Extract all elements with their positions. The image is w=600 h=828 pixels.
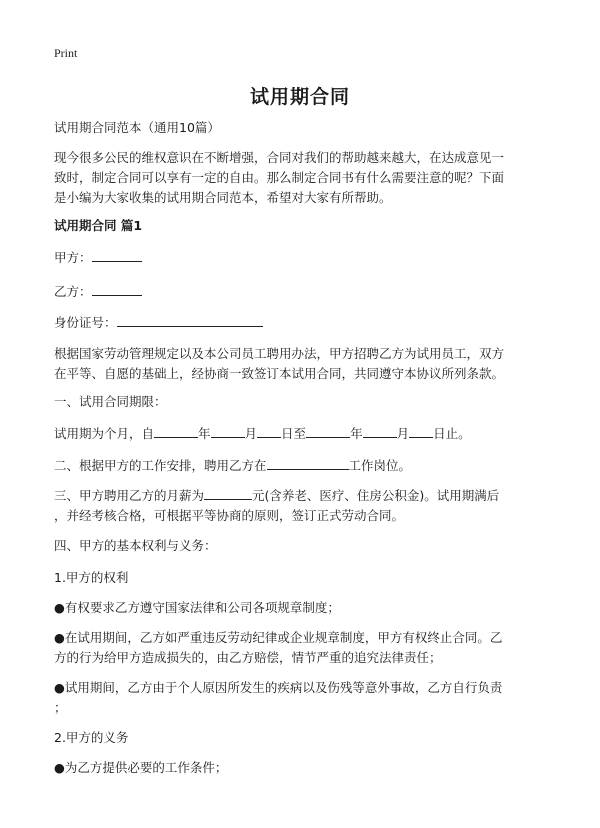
print-link[interactable]: Print	[54, 46, 78, 60]
term-text: 日至	[281, 426, 307, 441]
party-a-label: 甲方：	[54, 250, 92, 265]
start-month-blank	[211, 424, 245, 438]
rights-line: ；	[54, 700, 67, 715]
term-text: 年	[198, 426, 211, 441]
party-a-row	[54, 248, 550, 268]
rights-line: ●试用期间，乙方由于个人原因所发生的疾病以及伤残等意外事故，乙方自行负责	[54, 680, 503, 695]
section-heading: 试用期合同 篇1	[54, 218, 143, 233]
clause-1: 一、试用合同期限：	[54, 394, 167, 409]
party-b-row	[54, 282, 550, 302]
start-year-blank	[154, 424, 198, 438]
intro-line: 现今很多公民的维权意识在不断增强，合同对我们的帮助越来越大，在达成意见一	[54, 150, 505, 165]
clause-2	[54, 456, 550, 476]
party-b-blank	[92, 282, 142, 296]
duties-item: ●为乙方提供必要的工作条件；	[54, 760, 228, 775]
clause-3-text: 元(含养老、医疗、住房公积金)。试用期满后	[252, 488, 500, 503]
rights-heading: 1.甲方的权利	[54, 570, 129, 585]
clause-2-text: 二、根据甲方的工作安排，聘用乙方在	[54, 458, 267, 473]
document-subtitle: 试用期合同范本（通用10篇）	[54, 120, 220, 135]
party-a-blank	[92, 248, 142, 262]
term-text: 月	[396, 426, 410, 441]
term-text: 试用期为个月，自	[54, 426, 155, 441]
rights-item	[54, 678, 550, 718]
clause-3	[54, 486, 550, 526]
term-text: 日止。	[433, 426, 471, 441]
position-blank	[267, 456, 349, 470]
rights-item	[54, 628, 550, 668]
clause-3-text: 三、甲方聘用乙方的月薪为	[54, 488, 205, 503]
clause-4: 四、甲方的基本权利与义务：	[54, 538, 217, 553]
intro-line: 是小编为大家收集的试用期合同范本，希望对大家有所帮助。	[54, 190, 392, 205]
rights-line: 方的行为给甲方造成损失的，由乙方赔偿，情节严重的追究法律责任；	[54, 650, 442, 665]
intro-line: 致时，制定合同可以享有一定的自由。那么制定合同书有什么需要注意的呢？下面	[54, 170, 505, 185]
end-year-blank	[306, 424, 350, 438]
basis-paragraph	[54, 344, 550, 384]
party-b-label: 乙方：	[54, 284, 92, 299]
term-text: 年	[350, 426, 363, 441]
id-label: 身份证号：	[54, 315, 117, 330]
rights-item: ●有权要求乙方遵守国家法律和公司各项规章制度；	[54, 600, 340, 615]
salary-blank	[204, 486, 252, 500]
start-day-blank	[257, 424, 281, 438]
end-day-blank	[409, 424, 433, 438]
basis-line: 在平等、自愿的基础上，经协商一致签订本试用合同，共同遵守本协议所列条款。	[54, 366, 505, 381]
end-month-blank	[363, 424, 397, 438]
basis-line: 根据国家劳动管理规定以及本公司员工聘用办法，甲方招聘乙方为试用员工，双方	[54, 346, 505, 361]
duties-heading: 2.甲方的义务	[54, 730, 129, 745]
id-blank	[117, 313, 263, 327]
id-row	[54, 313, 550, 333]
clause-3-line: ，并经考核合格，可根据平等协商的原则，签订正式劳动合同。	[54, 508, 405, 523]
term-row	[54, 424, 550, 444]
clause-2-text: 工作岗位。	[348, 458, 412, 473]
document-title: 试用期合同	[249, 86, 350, 108]
rights-line: ●在试用期间，乙方如严重违反劳动纪律或企业规章制度，甲方有权终止合同。乙	[54, 630, 503, 645]
intro-paragraph	[54, 148, 550, 208]
term-text: 月	[244, 426, 258, 441]
